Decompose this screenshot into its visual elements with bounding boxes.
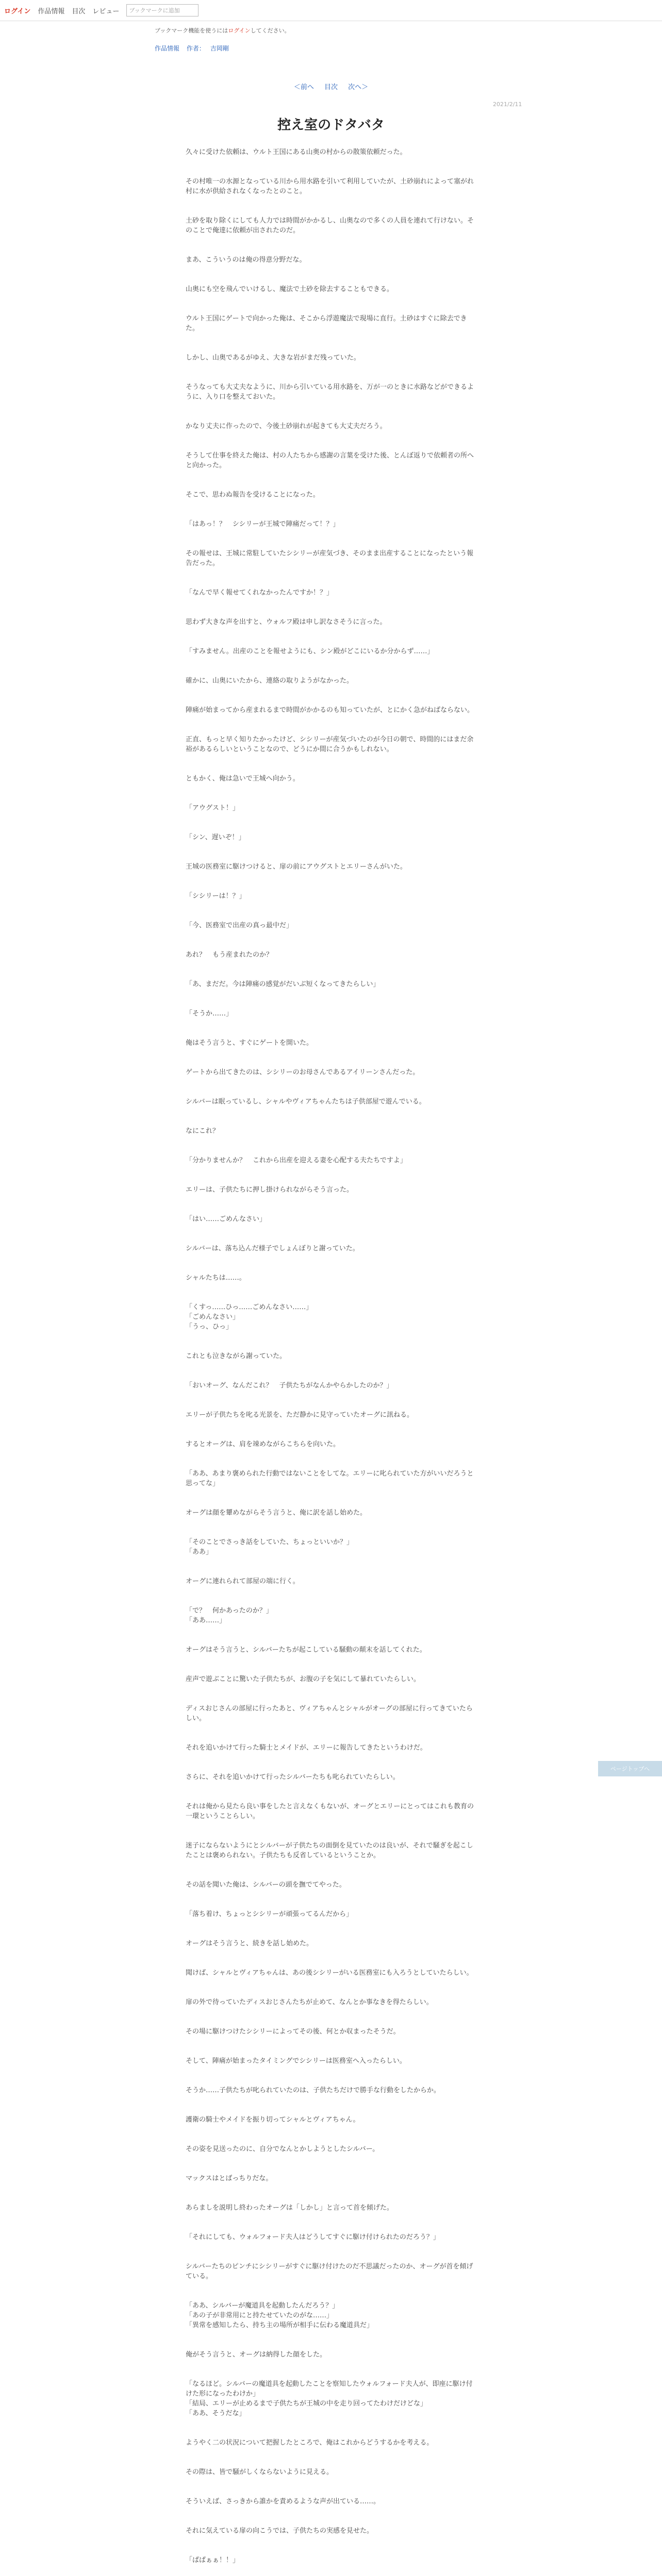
login-link[interactable]: ログイン bbox=[4, 7, 31, 15]
body-paragraph: ゲートから出てきたのは、シシリーのお母さんであるアイリーンさんだった。 bbox=[186, 1069, 420, 1076]
body-paragraph: 「シン、遅いぞ！」 bbox=[186, 834, 245, 841]
body-paragraph: 「くすっ……ひっ……ごめんなさい……」 「ごめんなさい」 「うっ、ひっ」 bbox=[186, 1303, 313, 1331]
top-bar bbox=[0, 0, 662, 21]
body-paragraph: オーグはそう言うと、シルバーたちが起こしている騒動の顛末を話してくれた。 bbox=[186, 1646, 426, 1654]
body-paragraph: ともかく、俺は急いで王城へ向かう。 bbox=[186, 775, 300, 783]
work-info-link[interactable]: 作品情報 bbox=[155, 45, 180, 52]
body-paragraph: 「そうか……」 bbox=[186, 1010, 233, 1018]
body-paragraph: 確かに、山奥にいたから、連絡の取りようがなかった。 bbox=[186, 677, 354, 685]
body-paragraph: ようやく二の状況について把握したところで、俺はこれからどうするかを考える。 bbox=[186, 2439, 434, 2447]
body-paragraph: 扉の外で待っていたディスおじさんたちが止めて、なんとか事なきを得たらしい。 bbox=[186, 1998, 433, 2006]
body-paragraph: 「で？ 何かあったのか？」 「ああ……」 bbox=[186, 1607, 273, 1624]
body-paragraph: 正直、もっと早く知りたかったけど、シシリーが産気づいたのが今日の朝で、時間的にはまだ余裕があるらしいということなので、どうにか間に合うかもしれない。 bbox=[186, 736, 474, 753]
body-paragraph: 「あ、まだだ。今は陣痛の感覚がだいぶ短くなってきたらしい」 bbox=[186, 980, 380, 988]
body-paragraph: 「そのことでさっき話をしていた、ちょっといいか？」 「ああ」 bbox=[186, 1538, 354, 1556]
body-paragraph: あらましを説明し終わったオーグは「しかし」と言って首を傾げた。 bbox=[186, 2204, 393, 2212]
body-paragraph: 聞けば、シャルとヴィアちゃんは、あの後シシリーがいる医務室にも入ろうとしていたらしい。 bbox=[186, 1969, 473, 1977]
body-paragraph: そうなっても大丈夫なように、川から引いている用水路を、万が一のときに水路などができるように、入り口を整えておいた。 bbox=[186, 383, 474, 401]
body-paragraph: 「落ち着け、ちょっとシシリーが頑張ってるんだから」 bbox=[186, 1910, 353, 1918]
body-paragraph: そういえば、さっきから誰かを責めるような声が出ている……。 bbox=[186, 2498, 380, 2505]
menu-review[interactable]: レビュー bbox=[92, 7, 120, 15]
body-paragraph: その報せは、王城に常駐していたシシリーが産気づき、そのまま出産することになったという報告だった。 bbox=[186, 550, 474, 567]
notice-prefix: ブックマーク機能を使うには bbox=[155, 27, 228, 34]
body-paragraph: エリーが子供たちを叱る光景を、ただ静かに見守っていたオーグに訊ねる。 bbox=[186, 1411, 414, 1419]
chapter-title: 控え室のドタバタ bbox=[277, 117, 385, 133]
body-paragraph: しかし、山奥であるがゆえ、大きな岩がまだ残っていた。 bbox=[186, 354, 360, 362]
chapter-nav bbox=[0, 53, 662, 91]
body-paragraph: その場に駆けつけたシシリーによってその後、何とか収まったそうだ。 bbox=[186, 2028, 400, 2036]
body-paragraph: 「なるほど。シルバーの魔道具を起動したことを察知したウォルフォード夫人が、即座に駆け付けた形になったわけか」 「結局、エリーが止めるまで子供たちが王城の中を走り回ってたわけだけどな」 「ああ、そうだな」 bbox=[186, 2380, 473, 2417]
body-paragraph: 「なんで早く報せてくれなかったんですか！？」 bbox=[186, 589, 334, 597]
body-paragraph: オーグはそう言うと、続きを話し始めた。 bbox=[186, 1940, 313, 1947]
body-paragraph: それは俺から見たら良い事をしたと言えなくもないが、オーグとエリーにとってはこれも教育の一環ということらしい。 bbox=[186, 1803, 474, 1820]
post-date: 2021/2/11 bbox=[493, 101, 522, 108]
body-paragraph: 「シシリーは！？」 bbox=[186, 892, 246, 900]
body-paragraph: そうか……子供たちが叱られていたのは、子供たちだけで勝手な行動をしたからか。 bbox=[186, 2087, 441, 2094]
body-paragraph: 「はあっ！？ シシリーが王城で陣痛だって！？」 bbox=[186, 520, 340, 528]
menu-work-info[interactable]: 作品情報 bbox=[38, 7, 65, 15]
prev-link[interactable]: ＜前へ bbox=[293, 83, 314, 91]
body-paragraph: 久々に受けた依頼は、ウルト王国にある山奥の村からの散策依頼だった。 bbox=[186, 148, 407, 156]
body-paragraph: それを追いかけて行った騎士とメイドが、エリーに報告してきたというわけだ。 bbox=[186, 1744, 427, 1752]
body-paragraph: その際は、皆で騒がしくならないように見える。 bbox=[186, 2468, 334, 2476]
next-link[interactable]: 次へ＞ bbox=[348, 83, 369, 91]
body-paragraph: 「今、医務室で出産の真っ最中だ」 bbox=[186, 922, 293, 929]
page-top-button[interactable]: ページトップへ bbox=[598, 1761, 662, 1776]
body-paragraph: その村唯一の水源となっている川から用水路を引いて利用していたが、土砂崩れによって塞がれ村に水が供給されなくなったとのこと。 bbox=[186, 178, 474, 195]
body-paragraph: 王城の医務室に駆けつけると、扉の前にアウグストとエリーさんがいた。 bbox=[186, 863, 407, 871]
body-paragraph: オーグに連れられて部屋の端に行く。 bbox=[186, 1578, 300, 1585]
body-paragraph: 「それにしても、ウォルフォード夫人はどうしてすぐに駆け付けられたのだろう？」 bbox=[186, 2233, 440, 2241]
body-paragraph: あれ？ もう産まれたのか？ bbox=[186, 951, 273, 959]
body-paragraph: 思わず大きな声を出すと、ウォルフ殿は申し訳なさそうに言った。 bbox=[186, 618, 387, 626]
body-paragraph: これとも泣きながら謝っていた。 bbox=[186, 1352, 287, 1360]
body-paragraph: マックスはとばっちりだな。 bbox=[186, 2175, 273, 2182]
body-paragraph: 俺はそう言うと、すぐにゲートを開いた。 bbox=[186, 1039, 313, 1047]
body-paragraph: 産声で遊ぶことに驚いた子供たちが、お腹の子を気にして暴れていたらしい。 bbox=[186, 1675, 421, 1683]
body-paragraph: オーグは顔を顰めながらそう言うと、俺に訳を話し始めた。 bbox=[186, 1509, 367, 1517]
body-paragraph: まあ、こういうのは俺の得意分野だな。 bbox=[186, 256, 306, 264]
body-paragraph: シルバーたちのピンチにシシリーがすぐに駆け付けたのだ不思議だったのか、オーグが首を傾げている。 bbox=[186, 2263, 473, 2280]
body-paragraph: さらに、それを追いかけて行ったシルバーたちも叱られていたらしい。 bbox=[186, 1773, 400, 1781]
body-paragraph: 「ああ、あまり褒められた行動ではないことをしてな。エリーに叱られていた方がいいだろうと思ってな」 bbox=[186, 1470, 474, 1487]
body-paragraph: 「おいオーグ、なんだこれ？ 子供たちがなんかやらかしたのか？」 bbox=[186, 1382, 393, 1389]
body-paragraph: そこで、思わぬ報告を受けることになった。 bbox=[186, 491, 320, 499]
body-paragraph: 山奥にも空を飛んでいけるし、魔法で土砂を除去することもできる。 bbox=[186, 285, 394, 293]
body-paragraph: そして、陣痛が始まったタイミングでシシリーは医務室へ入ったらしい。 bbox=[186, 2057, 406, 2065]
body-paragraph: 「ぱぱぁぁ！！」 bbox=[186, 2556, 240, 2564]
bookmark-notice bbox=[0, 21, 662, 35]
menu-toc[interactable]: 目次 bbox=[72, 7, 86, 15]
notice-suffix: してください。 bbox=[250, 27, 290, 34]
body-paragraph: 「すみません。出産のことを報せようにも、シン殿がどこにいるか分からず……」 bbox=[186, 648, 434, 655]
body-paragraph: ディスおじさんの部屋に行ったあと、ヴィアちゃんとシャルがオーグの部屋に行ってきていたらしい。 bbox=[186, 1705, 473, 1722]
body-paragraph: シルバーは、落ち込んだ様子でしょんぼりと謝っていた。 bbox=[186, 1245, 359, 1252]
body-paragraph: なにこれ？ bbox=[186, 1127, 220, 1135]
body-paragraph: シャルたちは……。 bbox=[186, 1274, 246, 1282]
body-paragraph: エリーは、子供たちに押し掛けられながらそう言った。 bbox=[186, 1186, 354, 1194]
body-paragraph: 護衛の騎士やメイドを振り切ってシャルとヴィアちゃん。 bbox=[186, 2116, 360, 2124]
body-paragraph: その姿を見送ったのに、自分でなんとかしようとしたシルバー。 bbox=[186, 2145, 379, 2153]
body-paragraph: それに気えている扉の向こうでは、子供たちの実感を見せた。 bbox=[186, 2527, 374, 2535]
body-paragraph: 「分かりませんか？ これから出産を迎える妻を心配する夫たちですよ」 bbox=[186, 1157, 407, 1164]
body-paragraph: そうして仕事を終えた俺は、村の人たちから感謝の言葉を受けた後、とんぼ返りで依頼者の所へと向かった。 bbox=[186, 452, 474, 469]
work-meta bbox=[0, 35, 662, 53]
body-paragraph: 「ああ、シルバーが魔道具を起動したんだろう？」 「あの子が非常用にと持たせていたのがな……」 「異常を感知したら、持ち主の場所が相手に伝わる魔道具だ」 bbox=[186, 2302, 374, 2329]
author-name-link[interactable]: 吉岡剛 bbox=[210, 45, 229, 52]
bookmark-add-field[interactable]: ブックマークに追加 bbox=[126, 4, 198, 16]
body-paragraph: 俺がそう言うと、オーグは納得した顔をした。 bbox=[186, 2351, 327, 2359]
body-paragraph: かなり丈夫に作ったので、今後土砂崩れが起きても大丈夫だろう。 bbox=[186, 422, 387, 430]
body-paragraph: ウルト王国にゲートで向かった俺は、そこから浮遊魔法で現場に直行。土砂はすぐに除去できた。 bbox=[186, 315, 467, 332]
chapter-body bbox=[186, 147, 474, 2576]
body-paragraph: するとオーグは、肩を竦めながらこちらを向いた。 bbox=[186, 1440, 340, 1448]
body-paragraph: 迷子にならないようにとシルバーが子供たちの面倒を見ていたのは良いが、それで騒ぎを起こしたことは褒められない。子供たちも反省しているということか。 bbox=[186, 1842, 473, 1859]
body-paragraph: 土砂を取り除くにしても人力では時間がかかるし、山奥なので多くの人員を連れて行けない。そのことで俺達に依頼が出されたのだ。 bbox=[186, 217, 474, 234]
body-paragraph: 「はい……ごめんなさい」 bbox=[186, 1215, 267, 1223]
body-paragraph: シルバーは眠っているし、シャルやヴィアちゃんたちは子供部屋で遊んでいる。 bbox=[186, 1098, 426, 1106]
author-label: 作者： bbox=[186, 45, 205, 52]
body-paragraph: その話を聞いた俺は、シルバーの頭を撫でてやった。 bbox=[186, 1881, 346, 1889]
body-paragraph: 「アウグスト！」 bbox=[186, 804, 239, 812]
body-paragraph: 陣痛が始まってから産まれるまで時間がかかるのも知っていたが、とにかく急がねばならない。 bbox=[186, 706, 474, 714]
toc-link[interactable]: 目次 bbox=[324, 83, 338, 91]
notice-login-link[interactable]: ログイン bbox=[228, 27, 251, 34]
